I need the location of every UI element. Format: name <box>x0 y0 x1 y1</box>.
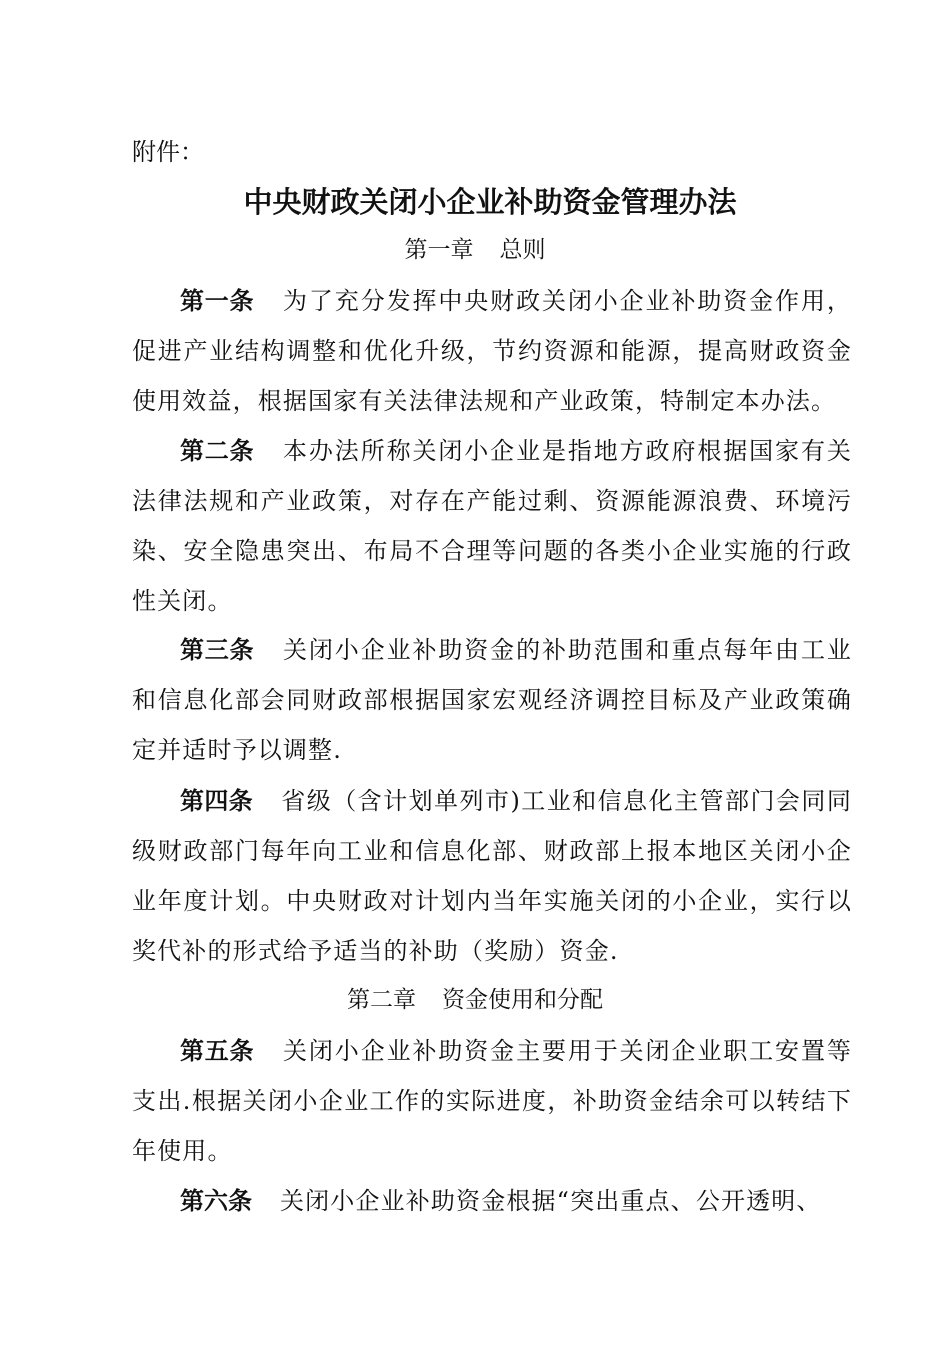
chapter-heading-1 <box>0 230 950 270</box>
article-label: 第三条 <box>180 636 255 664</box>
article-5 <box>132 1026 852 1176</box>
chapter-title: 资金使用和分配 <box>442 987 603 1013</box>
article-text: 为了充分发挥中央财政关闭小企业补助资金作用，促进产业结构调整和优化升级，节约资源和能源，提高财政资金使用效益，根据国家有关法律法规和产业政策，特制定本办法。 <box>132 287 852 415</box>
article-4 <box>132 776 852 976</box>
article-text: 关闭小企业补助资金根据“突出重点、公开透明、 <box>280 1187 822 1215</box>
chapter-heading-2 <box>0 980 950 1020</box>
article-label: 第一条 <box>180 287 255 315</box>
article-label: 第四条 <box>180 787 253 815</box>
article-6 <box>132 1176 852 1226</box>
article-text: 本办法所称关闭小企业是指地方政府根据国家有关法律法规和产业政策，对存在产能过剩、资源能源浪费、环境污染、安全隐患突出、布局不合理等问题的各类小企业实施的行政性关闭。 <box>132 437 852 615</box>
article-3 <box>132 625 852 775</box>
article-label: 第二条 <box>180 437 255 465</box>
article-1 <box>132 276 852 426</box>
article-text: 关闭小企业补助资金主要用于关闭企业职工安置等支出.根据关闭小企业工作的实际进度，补助资金结余可以转结下年使用。 <box>132 1037 852 1165</box>
chapter-number: 第二章 <box>347 987 416 1013</box>
chapter-title: 总则 <box>499 237 546 263</box>
article-label: 第五条 <box>180 1037 255 1065</box>
attachment-label: 附件： <box>132 138 204 166</box>
article-2 <box>132 426 852 626</box>
article-text: 关闭小企业补助资金的补助范围和重点每年由工业和信息化部会同财政部根据国家宏观经济调控目标及产业政策确定并适时予以调整. <box>132 636 852 764</box>
article-text: 省级（含计划单列市)工业和信息化主管部门会同同级财政部门每年向工业和信息化部、财政部上报本地区关闭小企业年度计划。中央财政对计划内当年实施关闭的小企业，实行以奖代补的形式给予适当的补助（奖励）资金. <box>132 787 853 965</box>
article-label: 第六条 <box>180 1187 252 1215</box>
chapter-number: 第一章 <box>404 237 474 263</box>
document-title: 中央财政关闭小企业补助资金管理办法 <box>243 185 737 219</box>
